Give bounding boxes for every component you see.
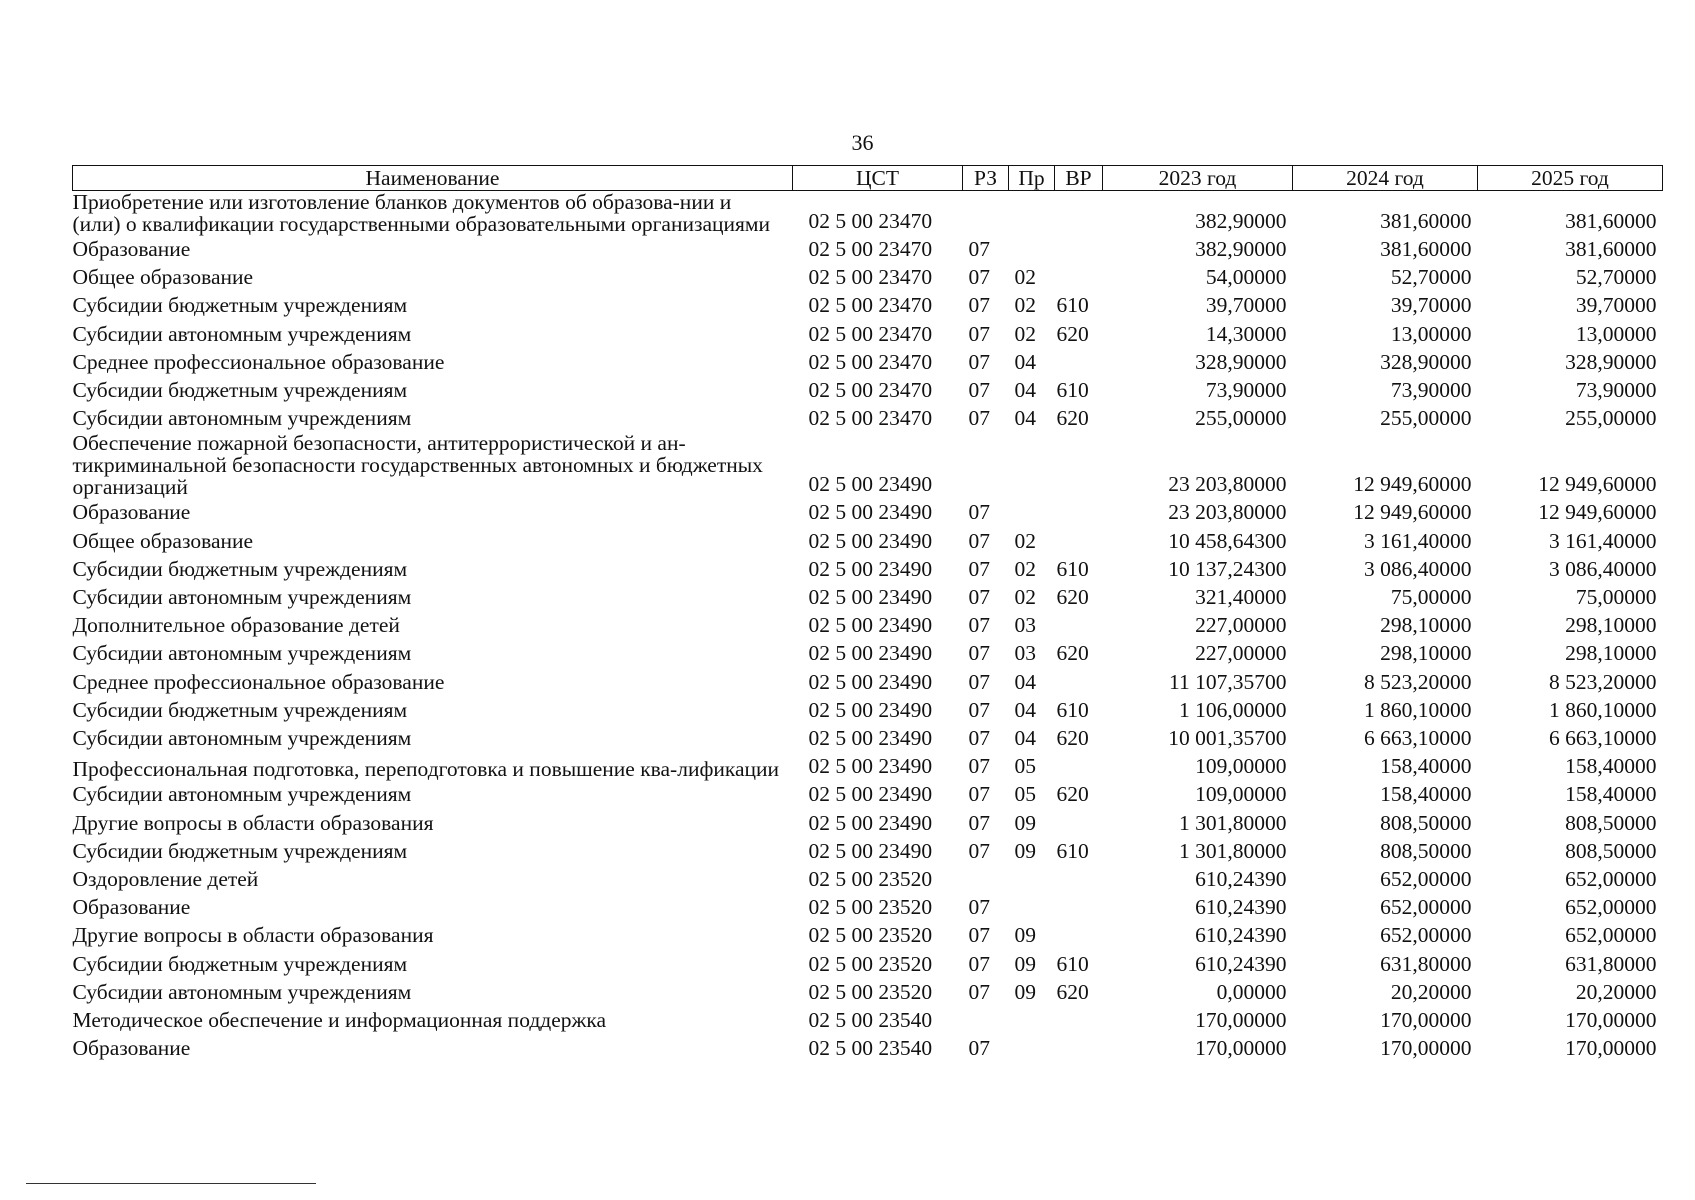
row-cst: 02 5 00 23520 [808, 979, 933, 1004]
row-pr [1009, 865, 1055, 893]
table-row [73, 752, 1663, 780]
row-2025: 170,00000 [1565, 1008, 1657, 1033]
row-cst: 02 5 00 23490 [808, 585, 933, 610]
row-pr: 04 [1014, 697, 1036, 722]
header-2023: 2023 год [1103, 166, 1293, 191]
row-2023: 0,00000 [1216, 979, 1287, 1004]
row-pr: 04 [1014, 726, 1036, 751]
row-rz: 07 [968, 979, 990, 1004]
header-2025: 2025 год [1478, 166, 1663, 191]
row-rz: 07 [968, 641, 990, 666]
row-vr [1055, 432, 1103, 498]
row-2023: 1 301,80000 [1179, 810, 1287, 835]
row-rz: 07 [968, 528, 990, 553]
row-2024: 12 949,60000 [1353, 500, 1472, 525]
row-name: Дополнительное образование детей [72, 613, 400, 638]
row-2023: 382,90000 [1195, 237, 1287, 261]
row-cst: 02 5 00 23470 [808, 265, 933, 290]
row-2025: 12 949,60000 [1538, 500, 1657, 525]
row-pr [1009, 191, 1055, 236]
row-cst: 02 5 00 23490 [808, 500, 933, 525]
row-vr [1055, 498, 1103, 526]
row-pr: 02 [1014, 265, 1036, 290]
table-row [73, 668, 1663, 696]
row-rz: 07 [968, 726, 990, 751]
row-rz: 07 [968, 754, 990, 779]
header-rz: РЗ [963, 166, 1009, 191]
table-header [73, 166, 1663, 191]
row-2025: 12 949,60000 [1538, 472, 1657, 497]
row-vr [1055, 263, 1103, 291]
header-row [73, 166, 1663, 191]
table-row [73, 611, 1663, 639]
row-pr: 02 [1014, 293, 1036, 318]
row-vr: 610 [1056, 378, 1089, 403]
row-2024: 381,60000 [1380, 237, 1472, 261]
row-vr [1055, 527, 1103, 555]
row-rz: 07 [968, 556, 990, 581]
row-vr [1055, 893, 1103, 921]
row-2023: 39,70000 [1205, 293, 1287, 318]
row-2025: 13,00000 [1575, 321, 1657, 346]
row-name: Общее образование [72, 528, 254, 553]
row-pr: 03 [1014, 641, 1036, 666]
table-row [73, 724, 1663, 752]
header-name: Наименование [73, 166, 793, 191]
row-2024: 158,40000 [1380, 754, 1472, 779]
table-row [73, 555, 1663, 583]
row-2023: 610,24390 [1195, 895, 1287, 920]
row-rz: 07 [968, 669, 990, 694]
row-rz: 07 [968, 293, 990, 318]
row-name: Субсидии автономным учреждениям [72, 726, 412, 751]
row-pr: 05 [1014, 754, 1036, 779]
row-2024: 808,50000 [1380, 810, 1472, 835]
table-row [73, 696, 1663, 724]
row-rz: 07 [968, 613, 990, 638]
row-name: Субсидии автономным учреждениям [72, 641, 412, 666]
row-cst: 02 5 00 23520 [808, 867, 933, 892]
row-vr: 620 [1056, 321, 1089, 346]
row-2023: 1 301,80000 [1179, 838, 1287, 863]
row-2023: 109,00000 [1195, 754, 1287, 779]
table-row [73, 978, 1663, 1006]
row-vr: 620 [1056, 641, 1089, 666]
row-2023: 227,00000 [1195, 613, 1287, 638]
row-cst: 02 5 00 23490 [808, 528, 933, 553]
row-2023: 255,00000 [1195, 406, 1287, 431]
row-cst: 02 5 00 23470 [808, 237, 933, 261]
row-2025: 631,80000 [1565, 951, 1657, 976]
row-rz: 07 [968, 782, 990, 807]
row-rz: 07 [968, 378, 990, 403]
row-2024: 6 663,10000 [1364, 726, 1472, 751]
row-2025: 3 086,40000 [1549, 556, 1657, 581]
row-2023: 328,90000 [1195, 349, 1287, 374]
row-name: Образование [72, 895, 191, 920]
table-row [73, 1034, 1663, 1062]
row-cst: 02 5 00 23520 [808, 951, 933, 976]
table-row [73, 291, 1663, 319]
row-2025: 381,60000 [1565, 208, 1657, 233]
row-pr [1009, 235, 1055, 263]
row-vr [1055, 809, 1103, 837]
row-name: Профессиональная подготовка, переподготовка и повышение ква-лификации [72, 757, 780, 782]
row-2024: 255,00000 [1380, 406, 1472, 431]
row-2024: 1 860,10000 [1364, 697, 1472, 722]
row-2025: 808,50000 [1565, 810, 1657, 835]
row-2024: 652,00000 [1380, 867, 1472, 892]
row-2023: 170,00000 [1195, 1036, 1287, 1061]
row-pr [1009, 1006, 1055, 1034]
row-vr [1055, 1006, 1103, 1034]
row-2025: 52,70000 [1575, 265, 1657, 290]
row-2025: 20,20000 [1575, 979, 1657, 1004]
row-vr: 620 [1056, 585, 1089, 610]
row-pr: 04 [1014, 669, 1036, 694]
row-pr: 04 [1014, 406, 1036, 431]
row-2024: 3 161,40000 [1364, 528, 1472, 553]
row-pr: 05 [1014, 782, 1036, 807]
row-name: Другие вопросы в области образования [72, 923, 434, 948]
row-2023: 54,00000 [1205, 265, 1287, 290]
row-vr [1055, 191, 1103, 236]
row-pr: 09 [1014, 951, 1036, 976]
row-2024: 652,00000 [1380, 895, 1472, 920]
row-cst: 02 5 00 23470 [808, 208, 933, 233]
row-rz: 07 [968, 500, 990, 525]
row-2024: 631,80000 [1380, 951, 1472, 976]
table-row [73, 639, 1663, 667]
row-pr: 09 [1014, 979, 1036, 1004]
footer-rule [26, 1183, 316, 1184]
row-rz: 07 [968, 838, 990, 863]
row-cst: 02 5 00 23490 [808, 556, 933, 581]
row-cst: 02 5 00 23490 [808, 641, 933, 666]
row-2024: 298,10000 [1380, 641, 1472, 666]
row-rz: 07 [968, 810, 990, 835]
table-body [73, 191, 1663, 1063]
table-row [73, 432, 1663, 498]
row-name: Методическое обеспечение и информационная поддержка [72, 1008, 607, 1033]
row-rz: 07 [968, 406, 990, 431]
row-2025: 328,90000 [1565, 349, 1657, 374]
row-vr: 620 [1056, 979, 1089, 1004]
row-vr: 610 [1056, 293, 1089, 318]
row-2023: 10 458,64300 [1168, 528, 1287, 553]
row-rz: 07 [968, 585, 990, 610]
row-rz [963, 1006, 1009, 1034]
row-cst: 02 5 00 23490 [808, 782, 933, 807]
row-cst: 02 5 00 23490 [808, 669, 933, 694]
row-rz: 07 [968, 265, 990, 290]
table-row [73, 527, 1663, 555]
row-name: Субсидии автономным учреждениям [72, 585, 412, 610]
row-2025: 3 161,40000 [1549, 528, 1657, 553]
row-2024: 158,40000 [1380, 782, 1472, 807]
row-2023: 610,24390 [1195, 951, 1287, 976]
row-cst: 02 5 00 23540 [808, 1036, 933, 1061]
row-name: Субсидии бюджетным учреждениям [72, 951, 408, 976]
row-vr [1055, 668, 1103, 696]
row-name: Образование [72, 1036, 191, 1061]
row-name: Субсидии автономным учреждениям [72, 782, 412, 807]
row-2024: 20,20000 [1390, 979, 1472, 1004]
row-name: Субсидии бюджетным учреждениям [72, 378, 408, 403]
table-row [73, 320, 1663, 348]
budget-table [72, 165, 1663, 1062]
row-2024: 298,10000 [1380, 613, 1472, 638]
row-rz [963, 191, 1009, 236]
row-rz: 07 [968, 895, 990, 920]
row-2024: 170,00000 [1380, 1036, 1472, 1061]
table-row [73, 583, 1663, 611]
row-pr: 09 [1014, 923, 1036, 948]
row-vr [1055, 348, 1103, 376]
row-2024: 39,70000 [1390, 293, 1472, 318]
table-row [73, 921, 1663, 949]
row-pr: 09 [1014, 810, 1036, 835]
row-name: Субсидии автономным учреждениям [72, 979, 412, 1004]
row-vr [1055, 921, 1103, 949]
row-rz: 07 [968, 349, 990, 374]
row-2025: 381,60000 [1565, 237, 1657, 261]
row-2025: 39,70000 [1575, 293, 1657, 318]
row-vr [1055, 611, 1103, 639]
table-row [73, 376, 1663, 404]
row-name: Образование [72, 500, 191, 525]
row-2023: 11 107,35700 [1169, 669, 1287, 694]
row-rz: 07 [968, 697, 990, 722]
row-name: Субсидии бюджетным учреждениям [72, 838, 408, 863]
header-pr: Пр [1009, 166, 1055, 191]
row-2023: 610,24390 [1195, 923, 1287, 948]
row-vr: 620 [1056, 726, 1089, 751]
row-name: Субсидии бюджетным учреждениям [72, 556, 408, 581]
row-pr: 03 [1014, 613, 1036, 638]
row-2024: 381,60000 [1380, 208, 1472, 233]
table-row [73, 780, 1663, 808]
table-row [73, 809, 1663, 837]
row-rz [963, 865, 1009, 893]
row-name: Среднее профессиональное образование [72, 349, 445, 374]
row-2023: 23 203,80000 [1168, 472, 1287, 497]
row-cst: 02 5 00 23470 [808, 321, 933, 346]
row-vr: 620 [1056, 782, 1089, 807]
row-2024: 328,90000 [1380, 349, 1472, 374]
row-cst: 02 5 00 23470 [808, 406, 933, 431]
row-2024: 13,00000 [1390, 321, 1472, 346]
row-cst: 02 5 00 23520 [808, 895, 933, 920]
row-cst: 02 5 00 23470 [808, 293, 933, 318]
row-name: Среднее профессиональное образование [72, 669, 445, 694]
row-2025: 170,00000 [1565, 1036, 1657, 1061]
row-rz: 07 [968, 951, 990, 976]
row-2025: 75,00000 [1575, 585, 1657, 610]
header-2024: 2024 год [1293, 166, 1478, 191]
row-vr: 610 [1056, 697, 1089, 722]
row-2023: 321,40000 [1195, 585, 1287, 610]
row-pr: 02 [1014, 585, 1036, 610]
row-cst: 02 5 00 23490 [808, 726, 933, 751]
table-row [73, 837, 1663, 865]
row-name: Приобретение или изготовление бланков документов об образова-нии и (или) о квалификации государственными образовательными организациями [72, 190, 771, 236]
row-name: Субсидии автономным учреждениям [72, 321, 412, 346]
row-rz: 07 [968, 1036, 990, 1061]
row-2025: 298,10000 [1565, 641, 1657, 666]
row-2025: 298,10000 [1565, 613, 1657, 638]
row-2025: 652,00000 [1565, 923, 1657, 948]
row-pr [1009, 432, 1055, 498]
row-pr: 04 [1014, 378, 1036, 403]
row-2025: 158,40000 [1565, 754, 1657, 779]
row-cst: 02 5 00 23490 [808, 472, 933, 497]
row-vr [1055, 752, 1103, 780]
row-name: Субсидии бюджетным учреждениям [72, 293, 408, 318]
table-row [73, 893, 1663, 921]
row-pr [1009, 1034, 1055, 1062]
row-pr [1009, 498, 1055, 526]
row-name: Общее образование [72, 265, 254, 290]
page-number: 36 [851, 130, 874, 155]
row-2025: 1 860,10000 [1549, 697, 1657, 722]
row-2023: 109,00000 [1195, 782, 1287, 807]
row-cst: 02 5 00 23520 [808, 923, 933, 948]
table-row [73, 950, 1663, 978]
row-name: Оздоровление детей [72, 867, 259, 892]
row-2024: 73,90000 [1390, 378, 1472, 403]
table-row [73, 191, 1663, 236]
row-2025: 8 523,20000 [1549, 669, 1657, 694]
row-2025: 652,00000 [1565, 895, 1657, 920]
row-pr: 04 [1014, 349, 1036, 374]
row-vr [1055, 235, 1103, 263]
row-rz: 07 [968, 923, 990, 948]
row-2024: 3 086,40000 [1364, 556, 1472, 581]
row-rz: 07 [968, 321, 990, 346]
row-2025: 6 663,10000 [1549, 726, 1657, 751]
row-vr: 610 [1056, 951, 1089, 976]
row-name: Обеспечение пожарной безопасности, антитеррористической и ан-тикриминальной безопасности государственных автономных и бюджетных организаций [72, 431, 763, 500]
row-vr [1055, 865, 1103, 893]
row-2025: 652,00000 [1565, 867, 1657, 892]
row-pr: 09 [1014, 838, 1036, 863]
row-2024: 52,70000 [1390, 265, 1472, 290]
row-2024: 12 949,60000 [1353, 472, 1472, 497]
row-2025: 255,00000 [1565, 406, 1657, 431]
row-rz [963, 432, 1009, 498]
row-pr: 02 [1014, 556, 1036, 581]
row-2023: 73,90000 [1205, 378, 1287, 403]
table-row [73, 263, 1663, 291]
row-name: Образование [72, 237, 191, 261]
row-cst: 02 5 00 23470 [808, 378, 933, 403]
row-2024: 170,00000 [1380, 1008, 1472, 1033]
row-vr: 610 [1056, 556, 1089, 581]
header-vr: ВР [1055, 166, 1103, 191]
row-2023: 10 137,24300 [1168, 556, 1287, 581]
header-cst: ЦСТ [793, 166, 963, 191]
row-2023: 23 203,80000 [1168, 500, 1287, 525]
row-2023: 227,00000 [1195, 641, 1287, 666]
row-2023: 170,00000 [1195, 1008, 1287, 1033]
row-pr: 02 [1014, 321, 1036, 346]
table-row [73, 865, 1663, 893]
row-2024: 808,50000 [1380, 838, 1472, 863]
row-cst: 02 5 00 23470 [808, 349, 933, 374]
row-2023: 382,90000 [1195, 208, 1287, 233]
row-2024: 75,00000 [1390, 585, 1472, 610]
row-name: Субсидии бюджетным учреждениям [72, 697, 408, 722]
row-2025: 158,40000 [1565, 782, 1657, 807]
row-cst: 02 5 00 23490 [808, 838, 933, 863]
row-2023: 10 001,35700 [1168, 726, 1287, 751]
row-name: Субсидии автономным учреждениям [72, 406, 412, 431]
row-2024: 8 523,20000 [1364, 669, 1472, 694]
row-2025: 73,90000 [1575, 378, 1657, 403]
table-row [73, 235, 1663, 263]
row-cst: 02 5 00 23540 [808, 1008, 933, 1033]
table-row [73, 404, 1663, 432]
row-vr: 610 [1056, 838, 1089, 863]
row-cst: 02 5 00 23490 [808, 697, 933, 722]
row-pr: 02 [1014, 528, 1036, 553]
row-2024: 652,00000 [1380, 923, 1472, 948]
row-vr: 620 [1056, 406, 1089, 431]
table-row [73, 348, 1663, 376]
table-row [73, 498, 1663, 526]
table-row [73, 1006, 1663, 1034]
row-vr [1055, 1034, 1103, 1062]
row-2023: 610,24390 [1195, 867, 1287, 892]
row-cst: 02 5 00 23490 [808, 754, 933, 779]
row-2023: 1 106,00000 [1179, 697, 1287, 722]
row-2023: 14,30000 [1205, 321, 1287, 346]
row-rz: 07 [968, 237, 990, 261]
row-cst: 02 5 00 23490 [808, 613, 933, 638]
row-name: Другие вопросы в области образования [72, 810, 434, 835]
row-2025: 808,50000 [1565, 838, 1657, 863]
row-pr [1009, 893, 1055, 921]
row-cst: 02 5 00 23490 [808, 810, 933, 835]
